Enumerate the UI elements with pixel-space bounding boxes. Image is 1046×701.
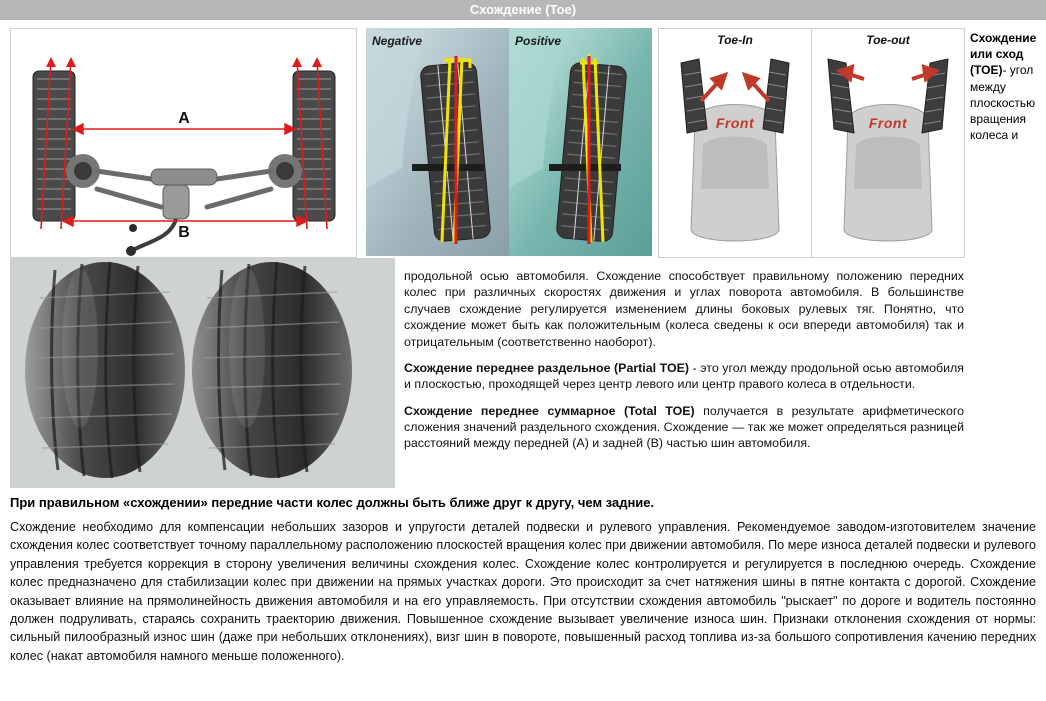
partial-toe-term: Схождение переднее раздельное (Partial TOE) [404,360,689,375]
partial-toe-desc: - это угол между продольной осью автомобиля и плоскостью, проходящей через центр левого или центр правого колеса в отдельности. [404,360,964,392]
right-note-rest: - угол между плоскостью вращения колеса и [970,63,1036,143]
positive-label: Positive [515,34,562,48]
negative-panel [366,28,509,256]
tire-wear-figure [10,258,395,488]
toe-in-out-figure [658,28,965,258]
paragraph-1: продольной осью автомобиля. Схождение способствует правильному положению передних колес при различных скоростях движения и углах поворота автомобиля. В большинстве случаев схождение регулируется изменением длины боковых рулевых тяг. Понятно, что схождение может быть как положительным (колеса сведены к оси впереди автомобиля) так и отрицательным (соответственно наоборот). [404,269,964,349]
toe-in-panel [659,29,812,257]
negative-label: Negative [372,34,423,48]
body-text-column [404,268,964,462]
right-side-note [970,30,1042,143]
toe-out-panel [812,29,964,257]
bottom-paragraph: Схождение необходимо для компенсации небольших зазоров и упругости деталей подвески и рулевого управления. Рекомендуемое заводом-изготовителем значение схождения колес соответствует точному параллельному расположению плоскостей вращения колес при движении автомобиля. По мере износа деталей подвески и рулевого управления требуется коррекция в сторону увеличения величины схождения колес. Схождение колес контролируется и регулируется в последнюю очередь. Схождение колес предназначено для стабилизации колес при движении на прямых участках дороги. Это происходит за счет натяжения шины в пятне контакта с дорогой. Схождение оказывает влияние на прямолинейность движения автомобиля и на его управляемость. При отсутствии схождения автомобиль "рыскает" по дороге и водитель постоянно должен подруливать, стараясь сохранить траекторию движения. Повышенное схождение вызывает увеличение износа шин. Признаки отклонения схождения от нормы: сильный пилообразный износ шин (даже при небольших отклонениях), визг шин в повороте, повышенный расход топлива из-за большого сопротивления качению передних колес (накат автомобиля намного меньше положенного). [10,520,1036,663]
total-toe-term: Схождение переднее суммарное (Total TOE) [404,403,695,418]
front-label-right: Front [868,115,908,131]
steering-geometry-svg [11,29,356,257]
front-label-left: Front [715,115,755,131]
toe-out-title: Toe-out [866,33,910,47]
right-note-bold: Схождение или сход (TOE) [970,31,1037,78]
page-title: Схождение (Toe) [0,0,1046,20]
steering-geometry-figure [10,28,357,258]
key-statement: При правильном «схождении» передние части колес должны быть ближе друг к другу, чем задние. [10,495,655,510]
toe-in-title: Toe-In [717,33,753,47]
svg-text:B: B [178,224,190,241]
positive-panel [509,28,652,256]
negative-positive-figure [366,28,652,256]
svg-text:A: A [178,110,190,127]
paragraph-3 [404,403,964,452]
total-toe-desc: получается в результате арифметического сложения значений раздельного схождения. Схождение — так же может определяться разницей расстояний между передней (A) и задней (B) частью шин автомобиля. [404,403,964,451]
paragraph-2 [404,360,964,393]
